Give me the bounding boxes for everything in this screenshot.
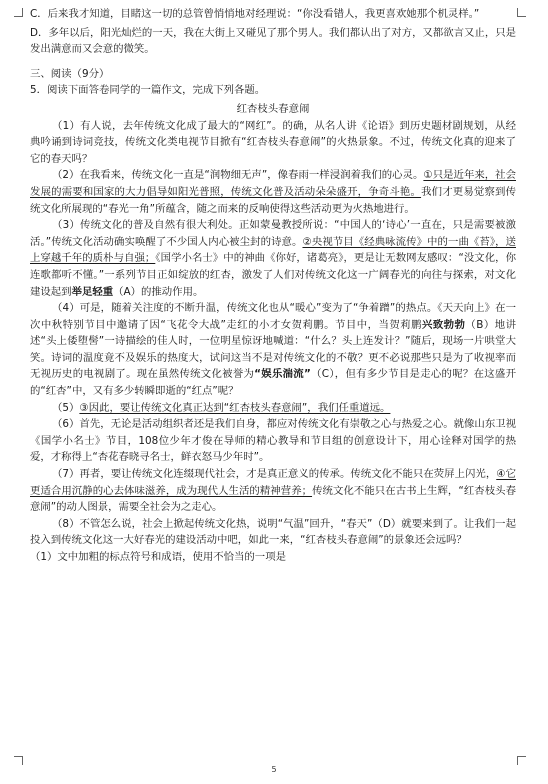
- bold-idiom-a: 举足轻重: [71, 285, 114, 298]
- paragraph-6: （6）首先，无论是活动组织者还是我们自身，都应对传统文化有崇敬之心与热爱之心。就像山东卫视《国学小名士》节目，108位少年才俊在导师的精心教导和节目组的创意设计下，用心诠释对国学的热爱，才称得上“杏花春晓寻名士，鲜衣怒马少年时”。: [30, 418, 516, 464]
- paragraph-7-text: （7）再者，要让传统文化连缀现代社会，才是真正意义的传承。传统文化不能只在荧屏上闪光，: [52, 468, 497, 481]
- page-number: 5: [271, 765, 277, 774]
- paragraph-2-text: （2）在我看来，传统文化一直是“润物细无声”，像春雨一样浸润着我们的心灵。: [52, 169, 424, 182]
- essay-title: 红杏枝头春意闹: [236, 102, 310, 115]
- paragraph-4-text-tail: （C），但有多少节目是走心的呢？在这盛开的“红杏”中，又有多少转瞬即逝的“红点”呢？: [30, 368, 516, 398]
- paragraph-8: （8）不管怎么说，社会上掀起传统文化热，说明“气温”回升，“春天”（D）就要来到了。让我们一起投入到传统文化这一大好春光的建设活动中吧，如此一来，“红杏枝头春意闹”的景象还会远吗？: [30, 517, 516, 547]
- paragraph-7: [30, 466, 516, 516]
- paragraph-3: [30, 217, 516, 300]
- section-heading: 三、阅读（9分）: [30, 67, 110, 80]
- paragraph-4-text-mid: （B）地讲述“头上倭堕髻”一诗描绘的佳人时，一位明星惊讶地喊道：“什么？头上连发计？”随后，现场一片哄堂大笑。诗词的温度竟不及娱乐的热度大，试问这当不是对传统文化的不敬？更不必说那些只是为了收视率而无视历史的电视剧了。现在虽然传统文化被誉为: [30, 318, 517, 381]
- underlined-sentence-1: ①只是近年来，社会发展的需要和国家的大力倡导如阳光普照，传统文化普及活动朵朵盛开，争奇斗艳。: [30, 169, 516, 198]
- underlined-sentence-3: ③因此，要让传统文化真正达到“红杏枝头春意闹”，我们任重道远。: [79, 401, 391, 414]
- bold-phrase-c: “娱乐湍流”: [254, 368, 311, 381]
- paragraph-1: （1）有人说，去年传统文化成了最大的“网红”。的确，从名人讲《论语》到历史题材剧规划，从经典吟诵到诗词竞技，传统文化类电视节目掀有“红杏枝头春意闹”的火热景象。不过，传统文化真的迎来了它的春天吗？: [30, 119, 516, 165]
- page-corner-mark: [14, 8, 23, 17]
- option-c: C．后来我才知道，目睹这一切的总管曾悄悄地对经理说：“你没看错人，我更喜欢她那个机灵样。”: [30, 8, 480, 20]
- paragraph-4: [30, 300, 516, 400]
- page-corner-mark: [517, 8, 526, 17]
- paragraph-2: [30, 167, 516, 217]
- paragraph-3-text: （3）传统文化的普及自然有很大利处。正如蒙曼教授所说：“中国人的‘诗心’一直在，只是需要被激活。”传统文化活动确实唤醒了不少国人内心被尘封的诗意。: [30, 219, 516, 248]
- paragraph-2-text-tail: 我们才更易觉察到传统文化所展现的“春光一角”所蕴含，随之而来的反响使得这些活动更为火热地进行。: [30, 185, 517, 215]
- page-content: [30, 6, 516, 566]
- underlined-sentence-2: ②央视节目《经典咏流传》中的一曲《苔》，送上穿越千年的质朴与自强；: [30, 235, 516, 265]
- paragraph-3-text-mid: 《国学小名士》中的神曲《你好，诸葛亮》，更是让无数网友感叹：“没文化，你连歌都听不懂。”一系列节目正如绽放的红杏，激发了人们对传统文化这一广阔春光的向往与探索，对文化建设起到: [30, 252, 516, 298]
- sub-question-1: （1）文中加粗的标点符号和成语，使用不恰当的一项是: [30, 551, 286, 563]
- underlined-sentence-4: ④它更适合用沉静的心去体味滋养，成为现代人生活的精神营养；: [30, 468, 516, 497]
- bold-idiom-b: 兴致勃勃: [421, 318, 466, 331]
- paragraph-5-number: （5）: [52, 401, 80, 414]
- option-d: D．多年以后，阳光灿烂的一天，我在大街上又碰见了那个男人。我们都认出了对方，又都欲言又止，只是发出满意而又会意的微笑。: [30, 26, 516, 56]
- paragraph-3-text-tail: （A）的推动作用。: [113, 285, 204, 298]
- paragraph-7-text-tail: 传统文化不能只在古书上生辉，“红杏枝头春意闹”的动人图景，需要全社会为之走心。: [30, 484, 516, 514]
- paragraph-4-text: （4）可是，随着关注度的不断升温，传统文化也从“暖心”变为了“争着蹭”的热点。《天天向上》在一次中秋特别节目中邀请了因“飞花令大战”走红的小才女贺莉鹏。节目中，当贺莉鹏: [30, 302, 516, 331]
- paragraph-5: [30, 400, 516, 417]
- question-5-intro: 5．阅读下面答卷同学的一篇作文，完成下列各题。: [30, 84, 266, 97]
